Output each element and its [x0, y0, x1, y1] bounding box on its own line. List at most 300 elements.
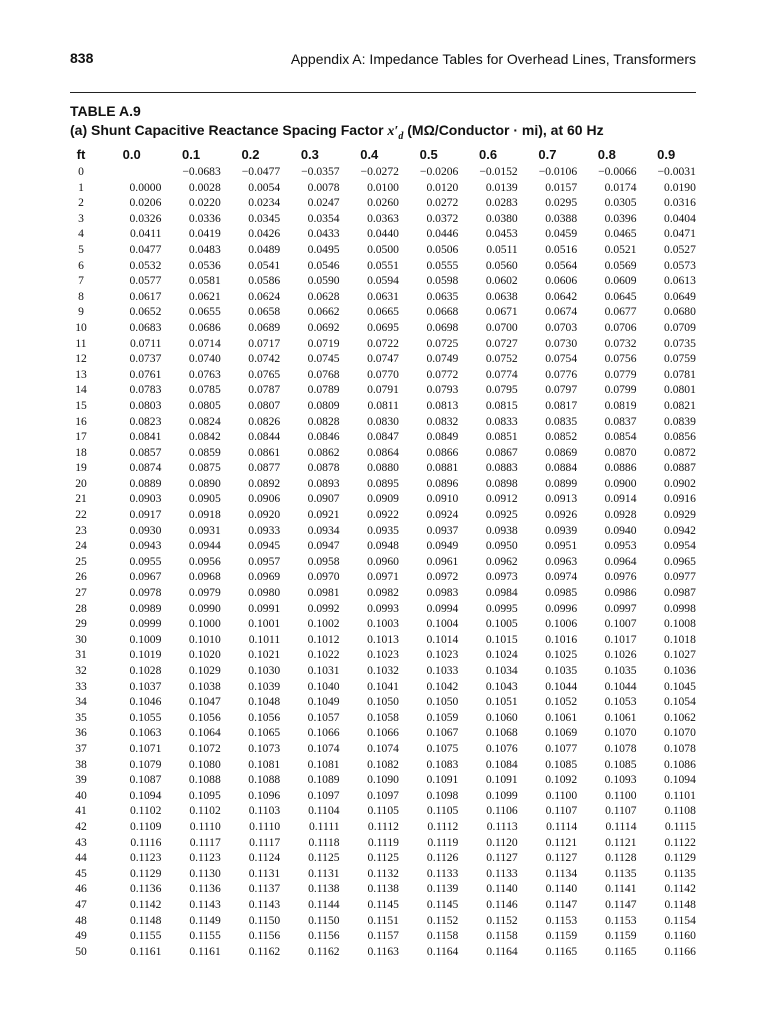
- table-cell: 0.0824: [188, 414, 221, 428]
- table-cell: 0.1032: [367, 664, 399, 677]
- table-cell: 0.0730: [545, 336, 578, 350]
- table-cell: 0.0955: [129, 554, 162, 568]
- table-row: [60, 258, 696, 274]
- table-cell: 0.0272: [426, 196, 459, 210]
- table-cell: 0.1127: [545, 851, 578, 865]
- table-cell: 0.0662: [307, 305, 340, 319]
- table-cell: 0.1072: [188, 741, 221, 755]
- table-cell: 0.1140: [545, 882, 578, 896]
- table-cell: 0.1060: [485, 710, 518, 724]
- table-row: [60, 507, 696, 523]
- table-cell: 0.0926: [545, 508, 578, 522]
- column-header: 0.7: [538, 147, 557, 162]
- table-caption: [70, 122, 604, 142]
- table-cell: 0.0981: [307, 586, 340, 600]
- table-cell: 0.0609: [604, 274, 637, 288]
- table-cell: 0.1155: [189, 929, 221, 943]
- table-cell: 0.1061: [604, 710, 637, 724]
- table-cell: 0.0631: [367, 289, 399, 303]
- table-cell: 0.0828: [307, 414, 340, 428]
- table-cell: 0.0772: [426, 367, 459, 381]
- table-cell: 0.0735: [664, 336, 696, 350]
- table-cell: 0.0363: [367, 211, 399, 225]
- table-cell: 0.0963: [545, 554, 578, 568]
- table-cell: 0.0765: [248, 367, 281, 381]
- table-cell: 0.0978: [129, 586, 162, 600]
- table-cell: 0.1096: [248, 788, 281, 802]
- table-cell: 0.0967: [129, 570, 162, 584]
- table-cell: 0.1104: [308, 804, 340, 818]
- page-number: 838: [70, 50, 94, 66]
- row-label-ft: 12: [75, 352, 87, 366]
- table-cell: 0.1074: [307, 741, 340, 755]
- table-cell: 0.1071: [129, 741, 162, 755]
- table-cell: 0.0674: [545, 305, 578, 319]
- table-row: [60, 211, 696, 227]
- table-cell: 0.0912: [485, 492, 518, 506]
- table-cell: 0.1124: [248, 851, 281, 865]
- table-cell: 0.0849: [426, 430, 459, 444]
- row-label-ft: 36: [75, 726, 87, 740]
- table-row: [60, 741, 696, 757]
- table-cell: 0.0157: [545, 180, 578, 194]
- table-row: [60, 289, 696, 305]
- row-label-ft: 32: [75, 664, 87, 677]
- table-cell: 0.0969: [248, 570, 281, 584]
- table-cell: 0.0805: [188, 398, 221, 412]
- column-header: 0.1: [182, 147, 201, 162]
- table-cell: 0.1133: [426, 866, 459, 880]
- table-cell: 0.0594: [367, 274, 399, 288]
- table-cell: 0.1013: [367, 632, 399, 646]
- table-cell: −0.0477: [241, 165, 281, 178]
- table-row: [60, 445, 696, 461]
- table-cell: 0.1075: [426, 741, 459, 755]
- table-cell: 0.0972: [426, 570, 459, 584]
- table-cell: 0.1085: [604, 757, 637, 771]
- row-label-ft: 27: [75, 586, 87, 600]
- table-cell: 0.0956: [188, 554, 221, 568]
- table-cell: 0.0962: [485, 554, 518, 568]
- table-cell: 0.0752: [485, 352, 518, 366]
- table-row: [60, 897, 696, 913]
- table-cell: −0.0206: [419, 165, 459, 178]
- table-cell: 0.1053: [604, 695, 637, 709]
- table-row: [60, 164, 696, 180]
- table-cell: 0.0541: [248, 258, 281, 272]
- table-cell: 0.1153: [545, 913, 578, 927]
- table-cell: 0.0495: [307, 242, 340, 256]
- table-cell: 0.0862: [307, 445, 340, 459]
- row-label-ft: 41: [75, 804, 87, 818]
- table-cell: 0.1141: [605, 882, 637, 896]
- table-cell: 0.0759: [664, 352, 696, 366]
- table-cell: 0.1088: [248, 773, 281, 787]
- table-cell: 0.1030: [248, 664, 281, 677]
- table-cell: 0.1065: [248, 726, 281, 740]
- table-cell: 0.1132: [367, 866, 399, 880]
- table-cell: 0.0698: [426, 320, 459, 334]
- table-cell: 0.1134: [545, 866, 578, 880]
- table-cell: 0.0954: [664, 539, 696, 553]
- table-cell: 0.0174: [604, 180, 637, 194]
- table-cell: 0.0703: [545, 320, 578, 334]
- table-row: [60, 944, 696, 960]
- table-cell: 0.1076: [485, 741, 518, 755]
- table-cell: 0.1084: [485, 757, 518, 771]
- column-header: 0.6: [479, 147, 498, 162]
- table-cell: 0.1088: [188, 773, 221, 787]
- table-cell: 0.0527: [664, 242, 696, 256]
- table-cell: 0.0906: [248, 492, 281, 506]
- table-cell: 0.0380: [485, 211, 518, 225]
- table-cell: 0.1045: [664, 679, 696, 693]
- table-cell: 0.0711: [129, 336, 162, 350]
- table-cell: 0.0984: [485, 586, 518, 600]
- table-cell: 0.0617: [129, 289, 162, 303]
- table-cell: 0.0606: [545, 274, 578, 288]
- table-row: [60, 398, 696, 414]
- table-cell: 0.1135: [664, 866, 696, 880]
- table-cell: 0.1150: [248, 913, 281, 927]
- table-cell: 0.1091: [485, 773, 518, 787]
- table-cell: 0.1166: [664, 944, 696, 958]
- table-cell: 0.0864: [367, 445, 399, 459]
- table-cell: 0.0983: [426, 586, 459, 600]
- table-cell: 0.1082: [367, 757, 399, 771]
- table-cell: 0.1029: [188, 664, 221, 677]
- table-cell: 0.0907: [307, 492, 340, 506]
- table-cell: 0.1117: [189, 835, 221, 849]
- table-row: [60, 788, 696, 804]
- table-cell: 0.0683: [129, 320, 162, 334]
- table-cell: 0.1028: [129, 664, 162, 677]
- table-cell: 0.1039: [248, 679, 281, 693]
- table-cell: 0.0939: [545, 523, 578, 537]
- table-cell: 0.0326: [129, 211, 162, 225]
- table-cell: 0.0892: [248, 476, 281, 490]
- table-cell: 0.0913: [545, 492, 578, 506]
- table-cell: 0.0797: [545, 383, 578, 397]
- table-cell: 0.0997: [604, 601, 637, 615]
- table-cell: 0.0586: [248, 274, 281, 288]
- table-cell: 0.1099: [485, 788, 518, 802]
- table-cell: 0.0918: [188, 508, 221, 522]
- table-cell: 0.0986: [604, 586, 637, 600]
- table-cell: 0.0652: [129, 305, 162, 319]
- table-cell: 0.0942: [664, 523, 696, 537]
- table-cell: 0.0976: [604, 570, 637, 584]
- table-cell: 0.1035: [604, 664, 637, 677]
- table-cell: 0.1115: [664, 819, 696, 833]
- table-cell: 0.1150: [308, 913, 340, 927]
- table-cell: 0.0655: [188, 305, 221, 319]
- table-header-row: [60, 145, 696, 164]
- table-cell: 0.1159: [545, 929, 578, 943]
- table-cell: 0.1114: [546, 819, 578, 833]
- row-label-ft: 14: [75, 383, 87, 397]
- table-cell: −0.0272: [360, 165, 399, 178]
- row-label-ft: 24: [75, 539, 87, 553]
- table-cell: 0.0910: [426, 492, 459, 506]
- table-cell: 0.0791: [367, 383, 399, 397]
- table-cell: 0.0638: [485, 289, 518, 303]
- table-cell: 0.0903: [129, 492, 162, 506]
- table-cell: 0.0902: [664, 476, 696, 490]
- table-cell: 0.1081: [248, 757, 281, 771]
- table-cell: 0.1037: [129, 679, 162, 693]
- table-cell: 0.1027: [664, 648, 696, 662]
- table-cell: 0.1156: [248, 929, 281, 943]
- table-cell: 0.0958: [307, 554, 340, 568]
- column-header-ft: ft: [76, 147, 86, 162]
- table-cell: 0.0404: [664, 211, 696, 225]
- table-cell: 0.1163: [367, 944, 399, 958]
- table-cell: 0.1059: [426, 710, 459, 724]
- table-cell: 0.0917: [129, 508, 162, 522]
- table-cell: 0.1164: [486, 944, 518, 958]
- row-label-ft: 43: [75, 835, 87, 849]
- column-header: 0.0: [122, 147, 141, 162]
- table-cell: 0.1025: [545, 648, 578, 662]
- table-cell: 0.0982: [367, 586, 399, 600]
- table-cell: 0.1017: [604, 632, 637, 646]
- table-cell: 0.1031: [307, 664, 340, 677]
- table-cell: 0.0895: [367, 476, 399, 490]
- table-cell: 0.0686: [188, 320, 221, 334]
- table-cell: 0.1143: [189, 897, 221, 911]
- table-cell: 0.1131: [308, 866, 340, 880]
- table-cell: 0.1069: [545, 726, 578, 740]
- table-cell: 0.0987: [664, 586, 696, 600]
- row-label-ft: 26: [75, 570, 87, 584]
- table-cell: 0.0938: [485, 523, 518, 537]
- table-cell: 0.1043: [485, 679, 518, 693]
- table-cell: 0.0940: [604, 523, 637, 537]
- table-cell: 0.0139: [485, 180, 518, 194]
- table-cell: 0.0489: [248, 242, 281, 256]
- table-cell: 0.0811: [367, 398, 399, 412]
- table-row: [60, 491, 696, 507]
- table-cell: 0.0960: [367, 554, 399, 568]
- table-row: [60, 866, 696, 882]
- table-cell: 0.1095: [188, 788, 221, 802]
- table-cell: 0.0747: [367, 352, 399, 366]
- table-cell: 0.0815: [485, 398, 518, 412]
- table-cell: 0.1074: [367, 741, 399, 755]
- table-cell: 0.1149: [189, 913, 221, 927]
- table-cell: 0.0756: [604, 352, 637, 366]
- table-cell: 0.1108: [664, 804, 696, 818]
- table-cell: 0.0924: [426, 508, 459, 522]
- table-cell: 0.0206: [129, 196, 162, 210]
- table-cell: 0.1142: [664, 882, 696, 896]
- table-cell: 0.0869: [545, 445, 578, 459]
- row-label-ft: 46: [75, 882, 87, 896]
- table-cell: 0.0821: [664, 398, 696, 412]
- table-cell: 0.1090: [367, 773, 399, 787]
- table-cell: 0.0809: [307, 398, 340, 412]
- table-cell: 0.0874: [129, 461, 162, 475]
- table-cell: 0.0000: [129, 180, 162, 194]
- table-cell: 0.0980: [248, 586, 281, 600]
- table-cell: 0.1036: [664, 664, 696, 677]
- table-cell: 0.0774: [485, 367, 518, 381]
- table-cell: 0.1078: [604, 741, 637, 755]
- row-label-ft: 1: [78, 180, 84, 194]
- table-cell: 0.0740: [188, 352, 221, 366]
- table-cell: 0.1044: [545, 679, 578, 693]
- table-cell: 0.0990: [188, 601, 221, 615]
- table-cell: 0.0471: [664, 227, 696, 241]
- table-cell: 0.1155: [129, 929, 162, 943]
- header-rule: [70, 92, 696, 93]
- table-row: [60, 351, 696, 367]
- table-cell: 0.1038: [188, 679, 221, 693]
- table-row: [60, 819, 696, 835]
- row-label-ft: 40: [75, 788, 87, 802]
- table-row: [60, 242, 696, 258]
- table-row: [60, 569, 696, 585]
- table-cell: [102, 164, 161, 180]
- table-cell: 0.1034: [485, 664, 518, 677]
- table-cell: 0.0935: [367, 523, 399, 537]
- table-cell: 0.1148: [664, 897, 696, 911]
- table-cell: −0.0152: [479, 165, 518, 178]
- row-label-ft: 35: [75, 710, 87, 724]
- table-cell: 0.1119: [427, 835, 459, 849]
- table-cell: 0.1057: [307, 710, 340, 724]
- table-cell: 0.1064: [188, 726, 221, 740]
- column-header: 0.9: [657, 147, 676, 162]
- table-cell: 0.1119: [367, 835, 399, 849]
- row-label-ft: 15: [75, 398, 87, 412]
- table-cell: 0.0953: [604, 539, 637, 553]
- table-row: [60, 679, 696, 695]
- table-cell: 0.1078: [664, 741, 696, 755]
- table-cell: 0.1040: [307, 679, 340, 693]
- table-cell: 0.0536: [188, 258, 221, 272]
- table-cell: 0.0624: [248, 289, 281, 303]
- table-cell: 0.1055: [129, 710, 162, 724]
- table-cell: 0.0433: [307, 227, 340, 241]
- row-label-ft: 9: [78, 305, 84, 319]
- table-cell: 0.1024: [485, 648, 518, 662]
- table-cell: 0.0928: [604, 508, 637, 522]
- table-cell: 0.0970: [307, 570, 340, 584]
- table-cell: 0.0719: [307, 336, 340, 350]
- table-cell: 0.0692: [307, 320, 340, 334]
- row-label-ft: 33: [75, 679, 87, 693]
- table-cell: 0.0854: [604, 430, 637, 444]
- table-cell: 0.0995: [485, 601, 518, 615]
- table-cell: 0.0581: [188, 274, 221, 288]
- table-cell: 0.0546: [307, 258, 340, 272]
- table-cell: 0.0909: [367, 492, 399, 506]
- table-cell: 0.0100: [367, 180, 399, 194]
- table-cell: 0.0945: [248, 539, 281, 553]
- column-header: 0.2: [241, 147, 260, 162]
- table-cell: 0.0859: [188, 445, 221, 459]
- table-cell: 0.0898: [485, 476, 518, 490]
- table-cell: 0.1143: [248, 897, 281, 911]
- table-cell: 0.0977: [664, 570, 696, 584]
- row-label-ft: 42: [75, 819, 87, 833]
- table-row: [60, 913, 696, 929]
- table-row: [60, 881, 696, 897]
- table-cell: 0.0028: [188, 180, 221, 194]
- table-cell: 0.0260: [367, 196, 399, 210]
- table-cell: 0.1056: [188, 710, 221, 724]
- table-cell: 0.0961: [426, 554, 459, 568]
- table-cell: 0.0964: [604, 554, 637, 568]
- table-cell: 0.1005: [485, 617, 518, 631]
- running-title: Appendix A: Impedance Tables for Overhead Lines, Transformers: [290, 51, 696, 67]
- table-row: [60, 850, 696, 866]
- table-cell: 0.1102: [189, 804, 221, 818]
- table-cell: 0.1126: [426, 851, 459, 865]
- row-label-ft: 2: [78, 196, 84, 210]
- table-cell: 0.1114: [605, 819, 637, 833]
- row-label-ft: 22: [75, 508, 87, 522]
- table-cell: 0.0426: [248, 227, 281, 241]
- table-cell: 0.1093: [604, 773, 637, 787]
- table-cell: 0.0732: [604, 336, 637, 350]
- table-cell: 0.1157: [367, 929, 399, 943]
- table-cell: 0.0689: [248, 320, 281, 334]
- table-cell: 0.0965: [664, 554, 696, 568]
- table-cell: 0.0899: [545, 476, 578, 490]
- table-cell: 0.1026: [604, 648, 637, 662]
- table-cell: 0.1023: [426, 648, 459, 662]
- table-cell: 0.1111: [308, 819, 340, 833]
- table-cell: 0.1008: [664, 617, 696, 631]
- table-cell: 0.0991: [248, 601, 281, 615]
- table-cell: 0.0847: [367, 430, 399, 444]
- table-cell: 0.0929: [664, 508, 696, 522]
- row-label-ft: 48: [75, 913, 87, 927]
- column-header: 0.3: [300, 147, 319, 162]
- table-row: [60, 304, 696, 320]
- table-cell: −0.0106: [538, 165, 578, 178]
- table-cell: 0.1106: [486, 804, 518, 818]
- table-cell: 0.0881: [426, 461, 459, 475]
- table-cell: 0.0887: [664, 461, 696, 475]
- table-cell: 0.0890: [188, 476, 221, 490]
- table-cell: 0.1102: [129, 804, 162, 818]
- table-cell: 0.1113: [486, 819, 518, 833]
- table-cell: 0.0974: [545, 570, 578, 584]
- table-cell: 0.0896: [426, 476, 459, 490]
- table-cell: 0.0727: [485, 336, 518, 350]
- table-cell: 0.0878: [307, 461, 340, 475]
- table-cell: 0.1103: [248, 804, 281, 818]
- table-cell: 0.1131: [248, 866, 281, 880]
- table-cell: 0.1007: [604, 617, 637, 631]
- table-cell: 0.1107: [605, 804, 637, 818]
- table-cell: 0.1165: [605, 944, 637, 958]
- table-cell: 0.0316: [664, 196, 696, 210]
- table-cell: 0.0120: [426, 180, 459, 194]
- table-cell: 0.0577: [129, 274, 162, 288]
- table-cell: 0.0521: [604, 242, 637, 256]
- table-cell: 0.1094: [664, 773, 696, 787]
- table-cell: 0.0999: [129, 617, 162, 631]
- table-cell: −0.0683: [182, 165, 221, 178]
- table-cell: 0.0947: [307, 539, 340, 553]
- table-cell: 0.0516: [545, 242, 578, 256]
- table-cell: 0.1140: [486, 882, 518, 896]
